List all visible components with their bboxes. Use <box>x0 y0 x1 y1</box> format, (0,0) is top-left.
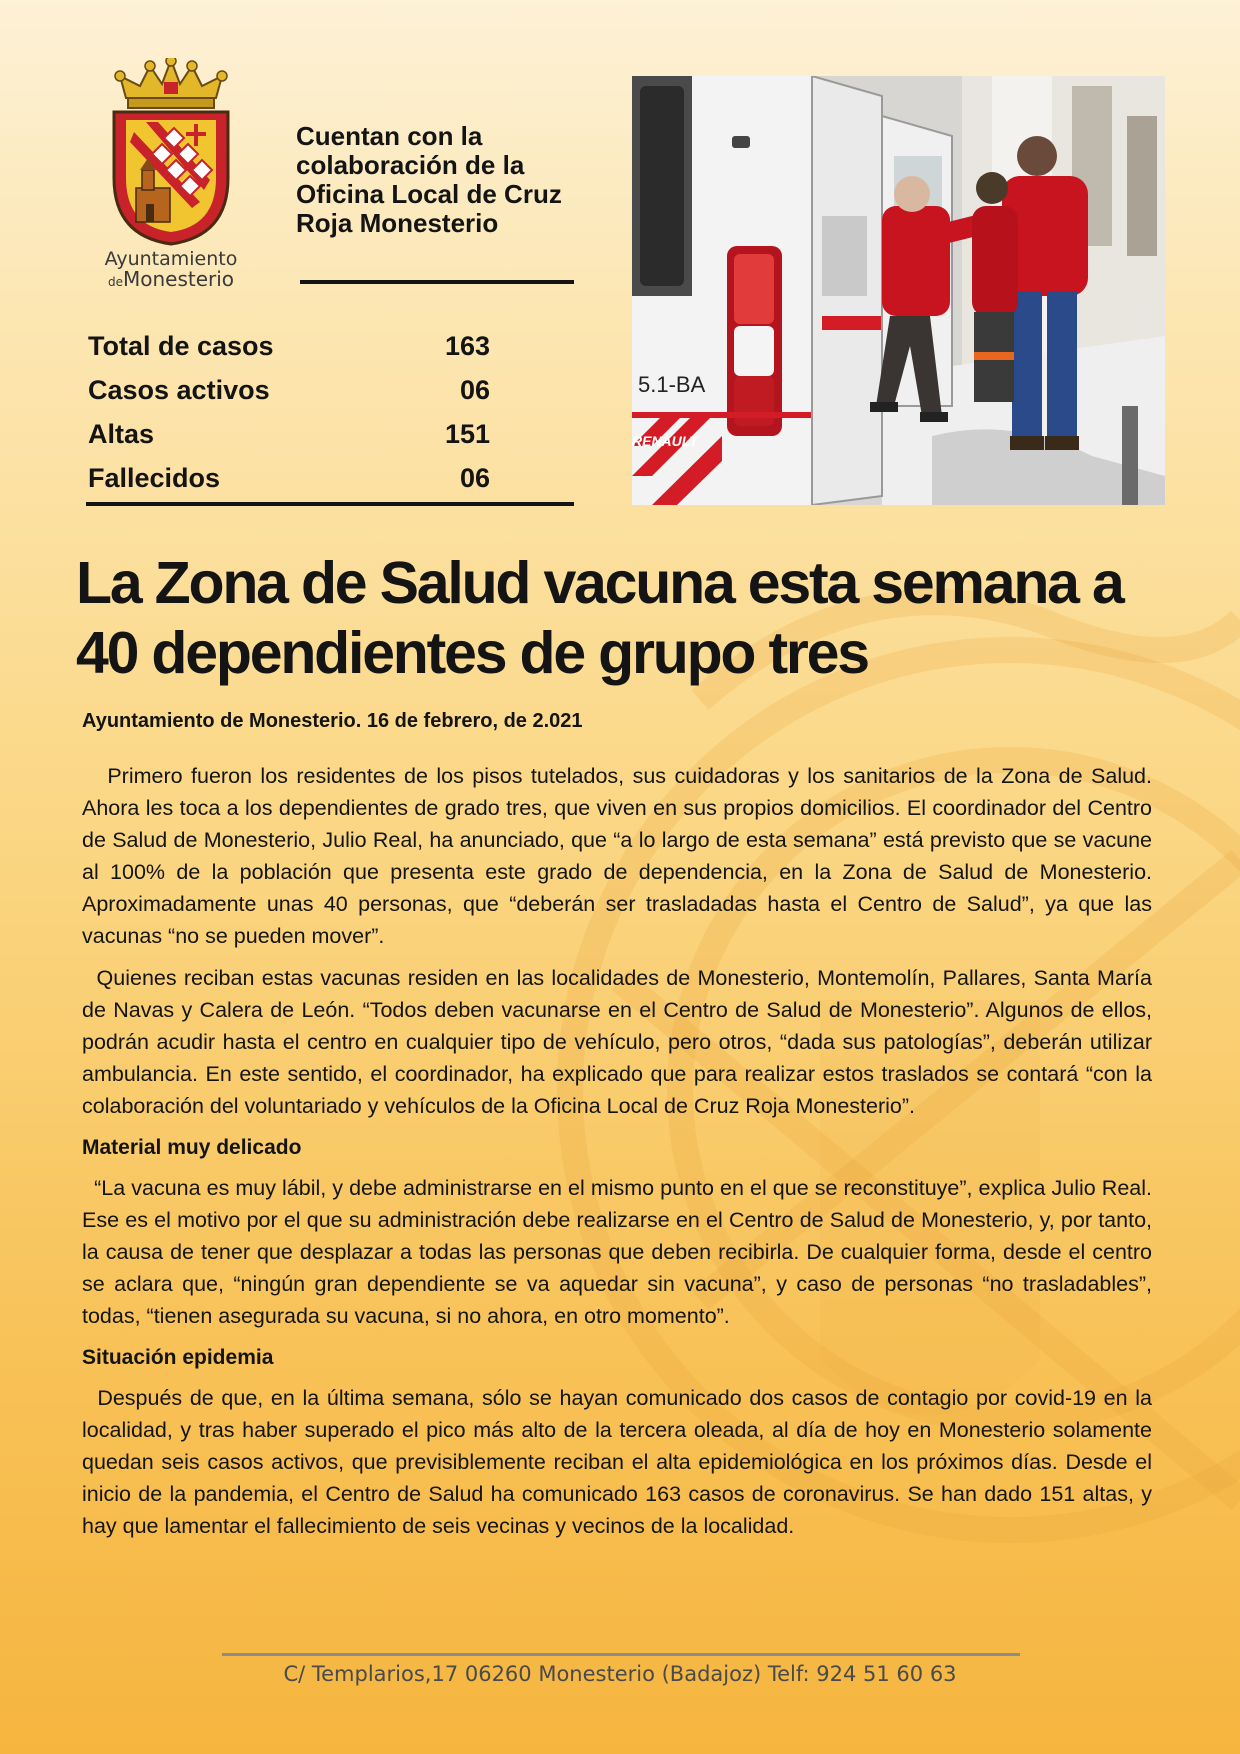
vehicle-brand-text: RENAULT <box>632 433 698 449</box>
stat-value: 06 <box>459 463 490 493</box>
logo-text-prefix: de <box>107 275 123 289</box>
footer-address: C/ Templarios,17 06260 Monesterio (Badajoz) Telf: 924 51 60 63 <box>283 1662 957 1686</box>
stats-divider <box>86 502 574 506</box>
stat-label: Total de casos <box>88 331 274 361</box>
news-photo <box>632 76 1165 505</box>
stat-row-total <box>88 324 490 368</box>
article-subheading: Situación epidemia <box>82 1346 274 1369</box>
license-plate-text: 5.1-BA <box>638 372 706 397</box>
logo-text-line1: Ayuntamiento <box>104 248 238 270</box>
stat-row-active <box>88 368 490 412</box>
logo-text-main: Monesterio <box>122 267 235 291</box>
coat-of-arms-icon <box>106 58 236 246</box>
paragraph-text: “La vacuna es muy lábil, y debe administrarse en el mismo punto en el que se reconstituye”, explica Julio Real. Ese es el motivo por el que su administración debe realizarse en el Centro de Salud de Monesterio, y, por tanto, la causa de tener que desplazar a todas las personas que deben recibirla. De cualquier forma, desde el centro se aclara que, “ningún gran dependiente se va aquedar sin vacuna”, y caso de personas “no trasladables”, todas, “tienen asegurada su vacuna, si no ahora, en otro momento”. <box>82 1176 1152 1328</box>
stat-row-deceased <box>88 456 490 500</box>
logo-text-line2 <box>96 267 246 291</box>
collaboration-divider <box>300 280 574 284</box>
stat-label: Altas <box>88 419 155 449</box>
article-paragraph <box>82 1172 1152 1332</box>
article-headline: La Zona de Salud vacuna esta semana a 40 dependientes de grupo tres <box>76 550 1123 686</box>
ambulance-photo-illustration <box>632 76 1165 505</box>
article-subheading: Material muy delicado <box>82 1136 302 1159</box>
stat-label: Fallecidos <box>88 463 221 493</box>
municipal-logo <box>96 58 246 291</box>
paragraph-text: Primero fueron los residentes de los pisos tutelados, sus cuidadoras y los sanitarios de la Zona de Salud. Ahora les toca a los dependientes de grado tres, que viven en sus propios domicilios. El coordinador del Centro de Salud de Monesterio, Julio Real, ha anunciado, que “a lo largo de esta semana” está previsto que se vacune al 100% de la población que presenta este grado de dependencia, en la Zona de Salud de Monesterio. Aproximadamente unas 40 personas, que “deberán ser trasladadas hasta el Centro de Salud”, ya que las vacunas “no se pueden mover”. <box>82 764 1152 948</box>
footer-divider <box>222 1653 1020 1656</box>
article-byline: Ayuntamiento de Monesterio. 16 de febrero, de 2.021 <box>82 710 583 732</box>
stat-row-recovered <box>88 412 490 456</box>
paragraph-text: Después de que, en la última semana, sólo se hayan comunicado dos casos de contagio por covid-19 en la localidad, y tras haber superado el pico más alto de la tercera oleada, al día de hoy en Monesterio solamente quedan seis casos activos, que previsiblemente reciban el alta epidemiológica en los próximos días. Desde el inicio de la pandemia, el Centro de Salud ha comunicado 163 casos de coronavirus. Se han dado 151 altas, y hay que lamentar el fallecimiento de seis vecinas y vecinos de la localidad. <box>82 1386 1152 1538</box>
article-paragraph <box>82 760 1152 952</box>
article-paragraph <box>82 1382 1152 1542</box>
paragraph-text: Quienes reciban estas vacunas residen en las localidades de Monesterio, Montemolín, Pallares, Santa María de Navas y Calera de León. “Todos deben vacunarse en el Centro de Salud de Monesterio”. Algunos de ellos, podrán acudir hasta el centro en cualquier tipo de vehículo, pero otros, “dada sus patologías”, deberán utilizar ambulancia. En este sentido, el coordinador, ha explicado que para realizar estos traslados se contará “con la colaboración del voluntariado y vehículos de la Oficina Local de Cruz Roja Monesterio”. <box>82 966 1152 1118</box>
stat-label: Casos activos <box>88 375 270 405</box>
stat-value: 163 <box>444 331 490 361</box>
article-paragraph <box>82 962 1152 1122</box>
covid-stats-table <box>88 324 490 500</box>
stat-value: 151 <box>444 419 490 449</box>
stat-value: 06 <box>459 375 490 405</box>
collaboration-text: Cuentan con la colaboración de la Oficina Local de Cruz Roja Monesterio <box>296 121 562 238</box>
article-body <box>82 760 1152 1552</box>
